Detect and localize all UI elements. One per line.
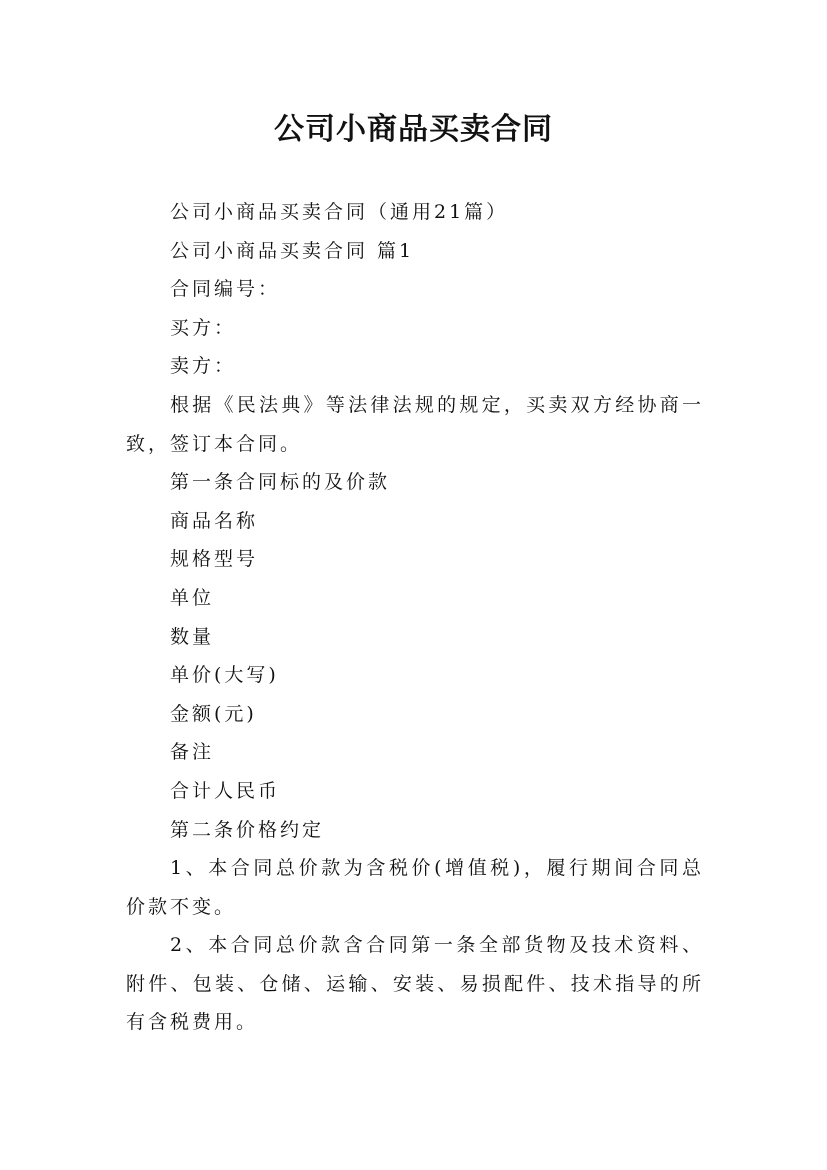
paragraph-total: 合计人民币 [170,779,281,802]
document-title: 公司小商品买卖合同 [274,112,553,147]
paragraph-article-1: 第一条合同标的及价款 [170,471,391,494]
paragraph-unit: 单位 [170,586,215,609]
paragraph-buyer: 买方： [170,316,237,339]
paragraph-subtitle: 公司小商品买卖合同（通用21篇） [170,201,509,223]
paragraph-clause-1: 1、本合同总价款为含税价(增值税)，履行期间合同总价款不变。 [126,857,704,918]
paragraph-product-name: 商品名称 [170,509,259,532]
paragraph-quantity: 数量 [170,625,215,648]
paragraph-amount: 金额(元) [170,702,257,725]
paragraph-preamble: 根据《民法典》等法律法规的规定，买卖双方经协商一致，签订本合同。 [126,393,704,455]
document-body [126,193,704,1042]
paragraph-spec-model: 规格型号 [170,548,259,571]
paragraph-seller: 卖方： [170,355,237,378]
paragraph-unit-price: 单价(大写) [170,664,279,687]
paragraph-article-2: 第二条价格约定 [170,818,325,841]
paragraph-remarks: 备注 [170,741,215,764]
paragraph-section-heading: 公司小商品买卖合同 篇1 [170,239,415,262]
paragraph-clause-2: 2、本合同总价款含合同第一条全部货物及技术资料、附件、包装、仓储、运输、安装、易损配件、技术指导的所有含税费用。 [126,934,704,1034]
paragraph-contract-number: 合同编号： [170,278,281,301]
